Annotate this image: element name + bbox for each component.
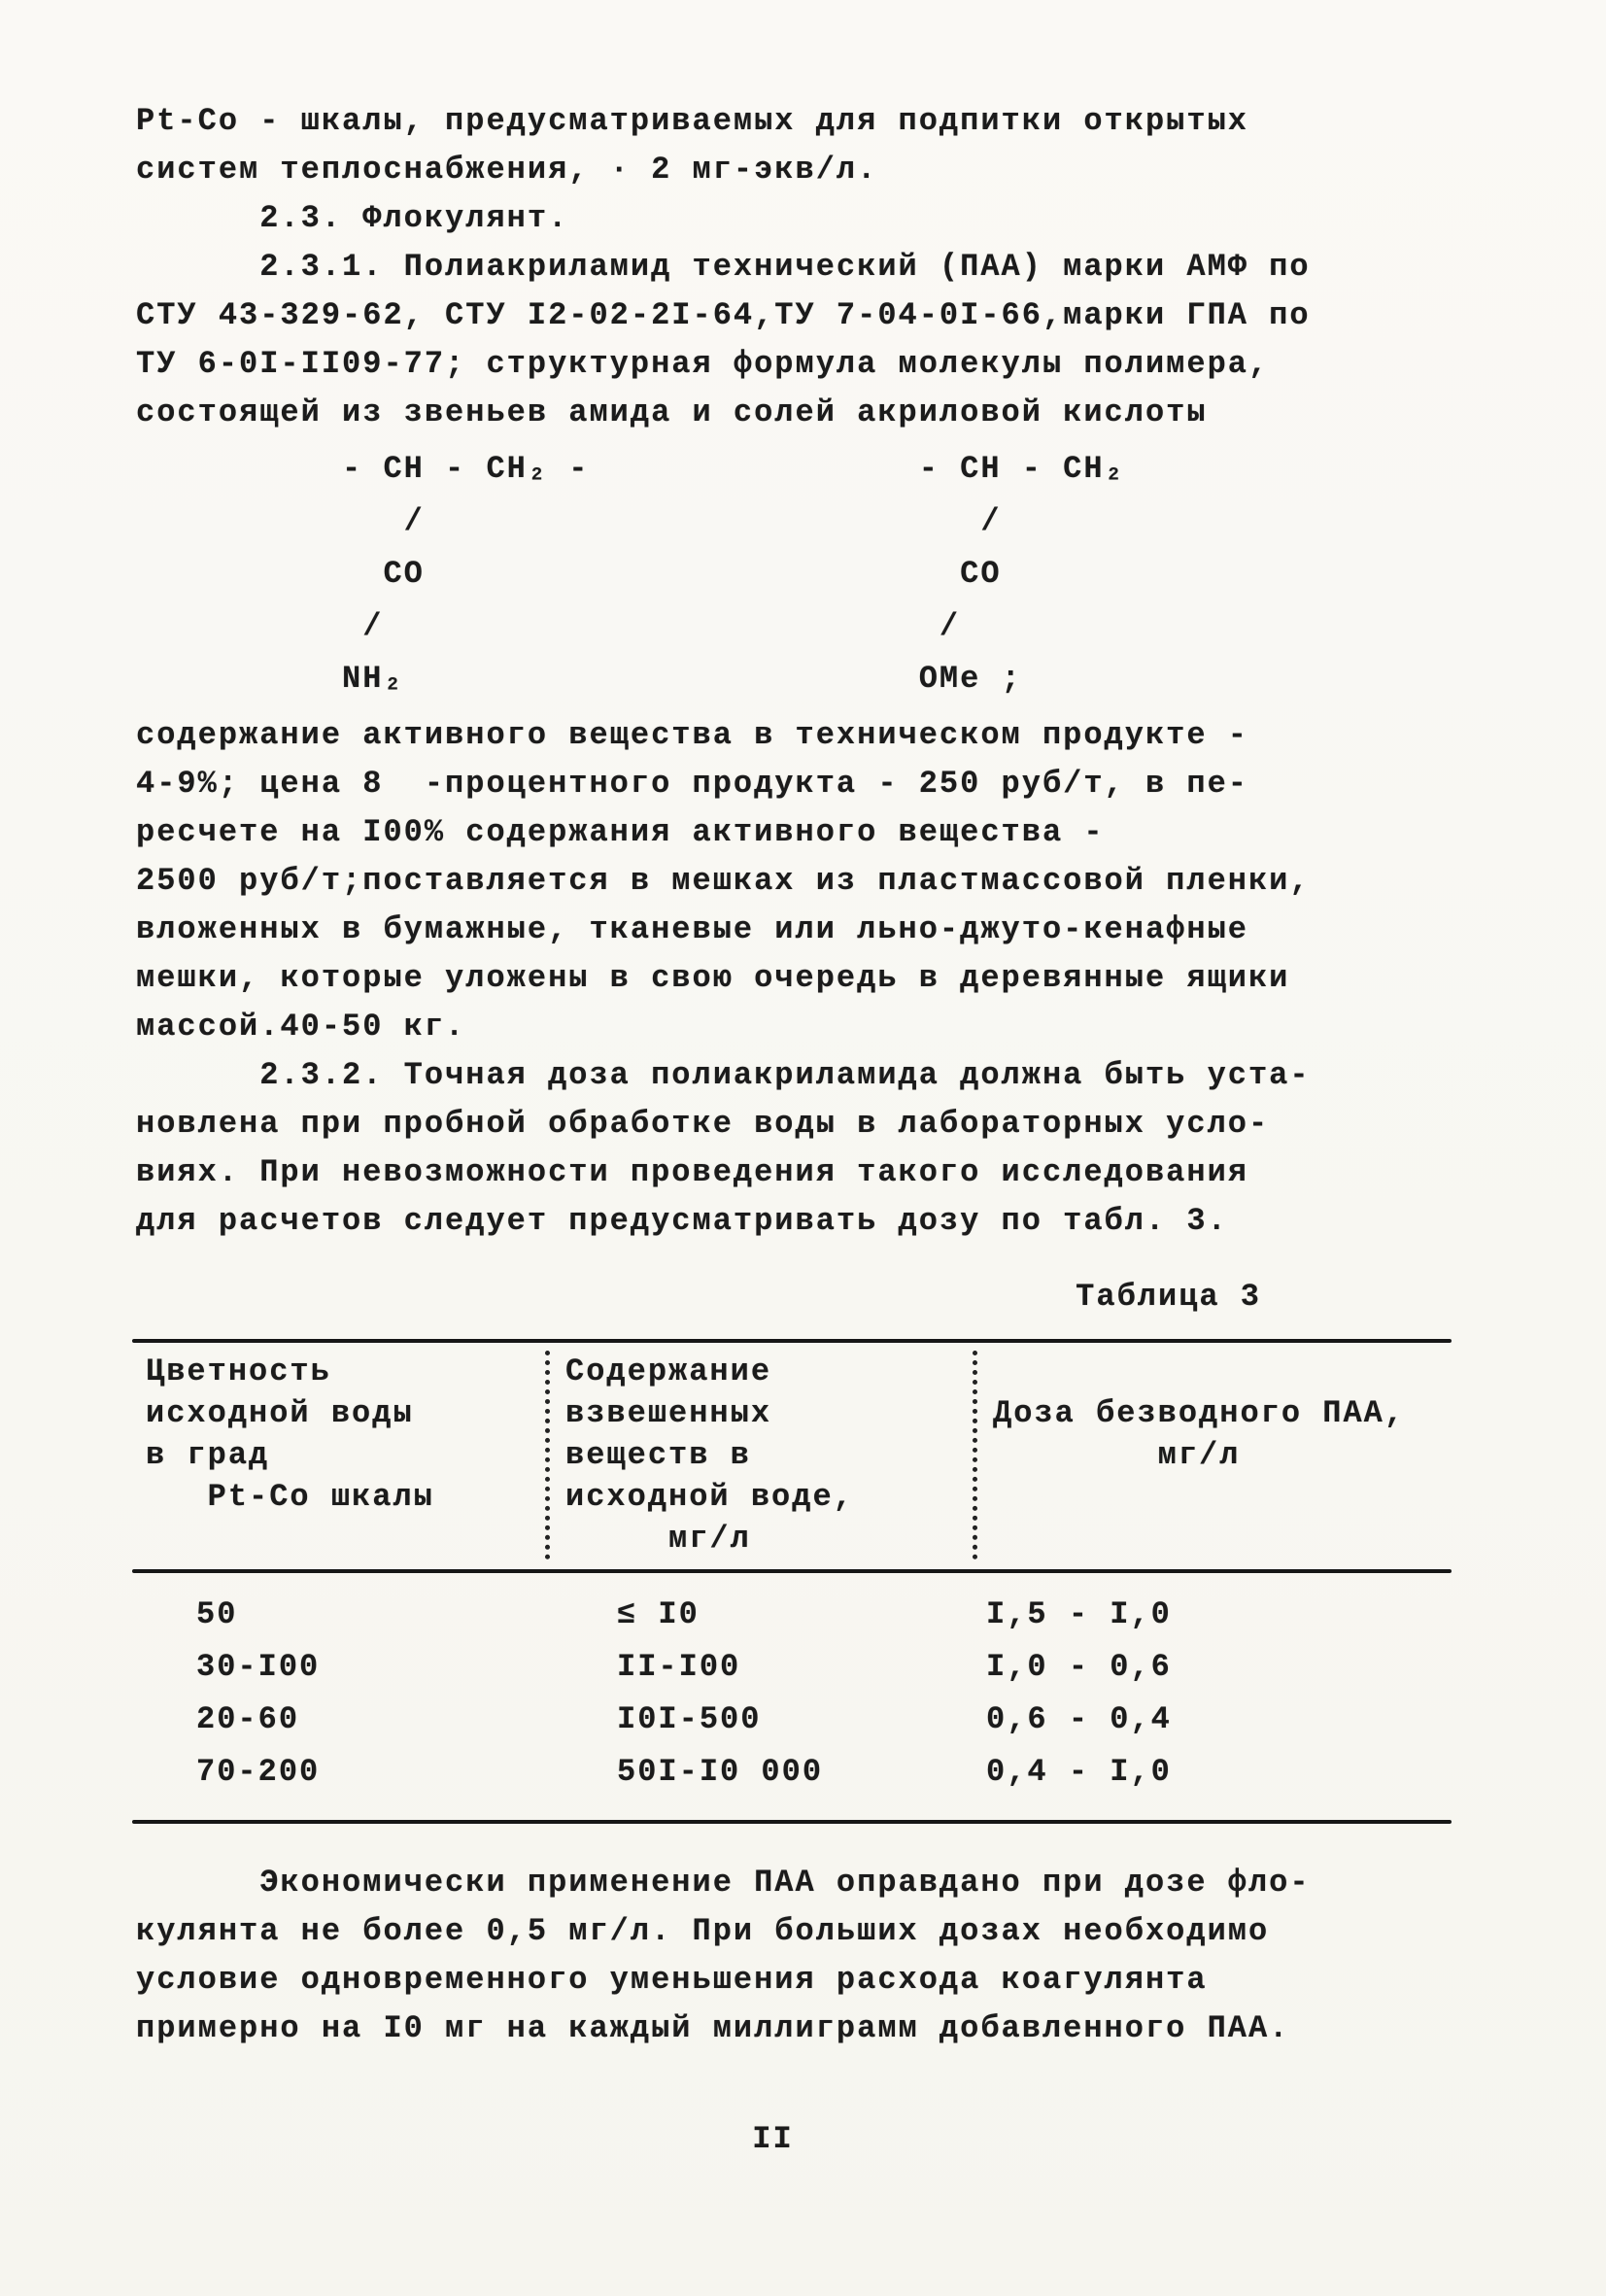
text-line: примерно на I0 мг на каждый миллиграмм добавленного ПАА.: [136, 2010, 1290, 2046]
text-line: / /: [136, 503, 1002, 539]
text-line: в град: [146, 1437, 270, 1473]
text-line: мешки, которые уложены в свою очередь в деревянные ящики: [136, 960, 1290, 996]
text-line: - СН - СН₂ - - СН - СН₂: [136, 451, 1125, 487]
table-cell: I0I-500: [617, 1701, 762, 1737]
text-line: мг/л: [993, 1437, 1241, 1473]
table-bottom-rule: [132, 1820, 1452, 1824]
table-cell: I,0 - 0,6: [986, 1649, 1172, 1685]
text-line: СТУ 43-329-62, СТУ I2-02-2I-64,ТУ 7-04-0I-66,марки ГПА по: [136, 297, 1311, 333]
text-line: [993, 1351, 1452, 1392]
table-row: [132, 1589, 1452, 1641]
table-cell: ≤ I0: [617, 1596, 700, 1632]
text-line: для расчетов следует предусматривать дозу по табл. 3.: [136, 1203, 1228, 1239]
text-line: Pt-Co шкалы: [146, 1479, 434, 1515]
table-header-col-color: [132, 1351, 545, 1559]
text-line: NН₂ ОМе ;: [136, 661, 1022, 697]
table-header: [132, 1343, 1452, 1569]
table-cell: 50: [196, 1596, 238, 1632]
table-header-col-dose: [973, 1351, 1452, 1559]
table-cell: 70-200: [196, 1754, 321, 1790]
paragraph-intro: [136, 97, 1460, 194]
text-line: 2.3. Флокулянт.: [136, 200, 569, 236]
paragraph-economics: [136, 1859, 1460, 2053]
heading-section-2-3: [136, 194, 1460, 243]
table-cell: 0,4 - I,0: [986, 1754, 1172, 1790]
text-line: вложенных в бумажные, тканевые или льно-джуто-кенафные: [136, 911, 1248, 947]
table-cell: I,5 - I,0: [986, 1596, 1172, 1632]
text-line: новлена при пробной обработке воды в лабораторных усло-: [136, 1106, 1270, 1142]
paragraph-2-3-1: [136, 243, 1460, 437]
chemical-formula-polyacrylamide: [136, 443, 1460, 705]
table-cell: 50I-I0 000: [617, 1754, 824, 1790]
text-line: исходной воде,: [565, 1479, 854, 1515]
table-cell: 20-60: [196, 1701, 300, 1737]
text-line: состоящей из звеньев амида и солей акриловой кислоты: [136, 394, 1208, 430]
dose-table: [132, 1339, 1452, 1824]
text-line: массой.40-50 кг.: [136, 1009, 466, 1045]
table-caption: Таблица 3: [1076, 1279, 1261, 1315]
text-line: СО СО: [136, 556, 1002, 592]
table-row: [132, 1746, 1452, 1799]
table-cell: 30-I00: [196, 1649, 321, 1685]
text-line: взвешенных: [565, 1395, 772, 1431]
text-line: исходной воды: [146, 1395, 414, 1431]
paragraph-2-3-2: [136, 1051, 1460, 1246]
text-line: содержание активного вещества в техническом продукте -: [136, 717, 1248, 753]
text-line: виях. При невозможности проведения такого исследования: [136, 1154, 1248, 1190]
text-line: Доза безводного ПАА,: [993, 1395, 1406, 1431]
table-row: [132, 1641, 1452, 1694]
table-header-col-suspended-solids: [545, 1351, 973, 1559]
text-line: Цветность: [146, 1354, 331, 1389]
text-line: 2.3.1. Полиакриламид технический (ПАА) марки АМФ по: [136, 249, 1311, 285]
table-cell: II-I00: [617, 1649, 741, 1685]
text-line: ТУ 6-0I-II09-77; структурная формула молекулы полимера,: [136, 346, 1270, 382]
text-line: Содержание: [565, 1354, 772, 1389]
text-line: Pt-Co - шкалы, предусматриваемых для подпитки открытых: [136, 103, 1248, 139]
text-line: 2500 руб/т;поставляется в мешках из пластмассовой пленки,: [136, 863, 1311, 899]
text-line: 4-9%; цена 8 -процентного продукта - 250 руб/т, в пе-: [136, 766, 1248, 802]
text-line: условие одновременного уменьшения расхода коагулянта: [136, 1962, 1208, 1998]
text-line: ресчете на I00% содержания активного вещества -: [136, 814, 1105, 850]
text-line: мг/л: [565, 1521, 751, 1557]
text-line: веществ в: [565, 1437, 751, 1473]
text-line: Экономически применение ПАА оправдано при дозе фло-: [136, 1865, 1311, 1901]
paragraph-composition: [136, 711, 1460, 1051]
table-body: [132, 1573, 1452, 1820]
table-row: [132, 1694, 1452, 1746]
text-line: систем теплоснабжения, · 2 мг-экв/л.: [136, 152, 878, 188]
text-line: кулянта не более 0,5 мг/л. При больших дозах необходимо: [136, 1913, 1270, 1949]
text-line: 2.3.2. Точная доза полиакриламида должна быть уста-: [136, 1057, 1311, 1093]
page-number: II: [752, 2121, 794, 2157]
text-line: / /: [136, 608, 961, 644]
table-cell: 0,6 - 0,4: [986, 1701, 1172, 1737]
